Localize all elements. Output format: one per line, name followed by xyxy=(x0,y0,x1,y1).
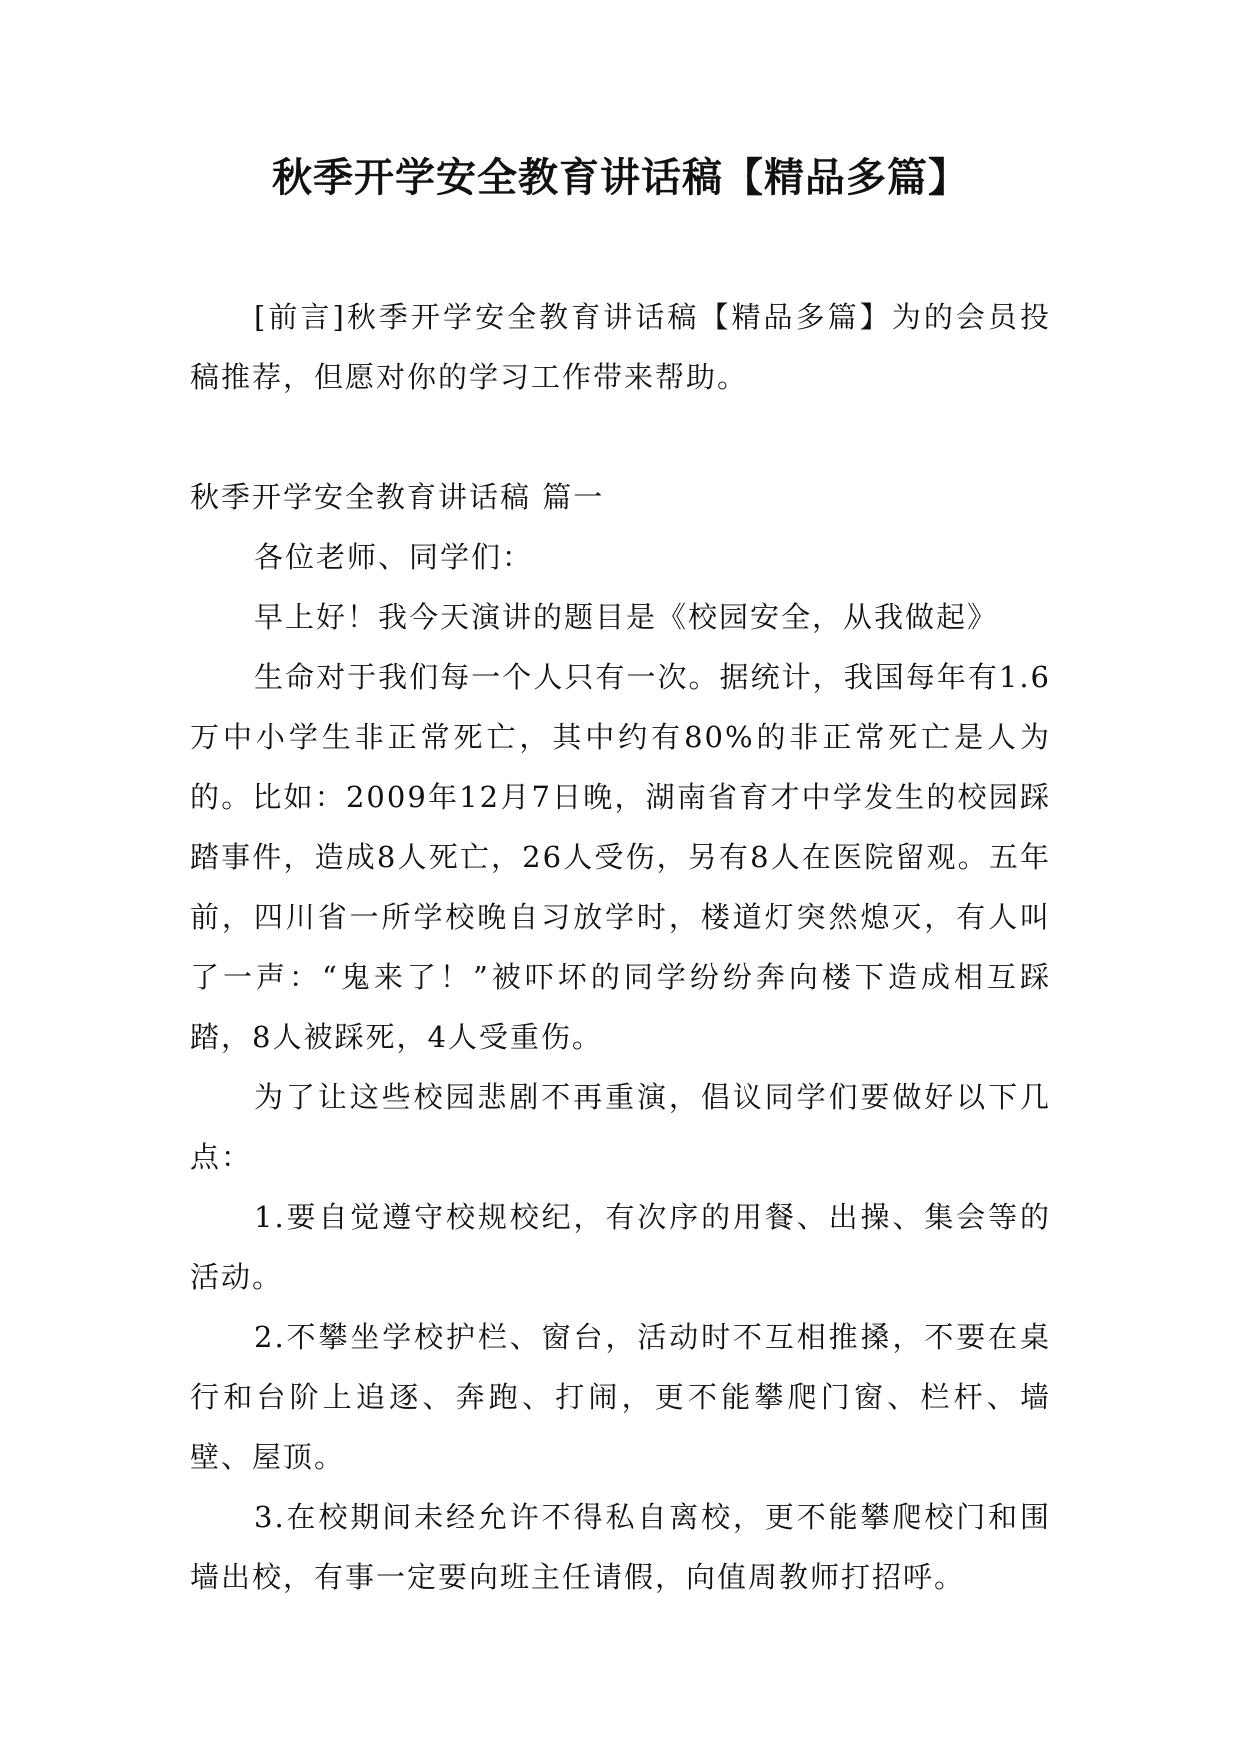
paragraph-greeting: 各位老师、同学们： xyxy=(254,540,534,574)
intro-paragraph: [前言]秋季开学安全教育讲话稿【精品多篇】为的会员投稿推荐，但愿对你的学习工作带来帮助。 xyxy=(190,300,1051,394)
paragraph-point-1: 1.要自觉遵守校规校纪，有次序的用餐、出操、集会等的活动。 xyxy=(190,1200,1051,1294)
section-heading: 秋季开学安全教育讲话稿 篇一 xyxy=(190,480,605,514)
document-title: 秋季开学安全教育讲话稿【精品多篇】 xyxy=(272,154,969,201)
paragraph-statistics: 生命对于我们每一个人只有一次。据统计，我国每年有1.6万中小学生非正常死亡，其中约有80%的非正常死亡是人为的。比如：2009年12月7日晚，湖南省育才中学发生的校园踩踏事件，造成8人死亡，26人受伤，另有8人在医院留观。五年前，四川省一所学校晚自习放学时，楼道灯突然熄灭，有人叫了一声：“鬼来了！”被吓坏的同学纷纷奔向楼下造成相互踩踏，8人被踩死，4人受重伤。 xyxy=(190,660,1051,1054)
paragraph-appeal: 为了让这些校园悲剧不再重演，倡议同学们要做好以下几点： xyxy=(190,1080,1051,1174)
paragraph-point-3: 3.在校期间未经允许不得私自离校，更不能攀爬校门和围墙出校，有事一定要向班主任请假，向值周教师打招呼。 xyxy=(190,1500,1051,1594)
paragraph-opening: 早上好！我今天演讲的题目是《校园安全，从我做起》 xyxy=(254,600,999,634)
section-one xyxy=(190,467,1051,1607)
paragraph-point-2: 2.不攀坐学校护栏、窗台，活动时不互相推搡，不要在桌行和台阶上追逐、奔跑、打闹，更不能攀爬门窗、栏杆、墙壁、屋顶。 xyxy=(190,1320,1051,1474)
